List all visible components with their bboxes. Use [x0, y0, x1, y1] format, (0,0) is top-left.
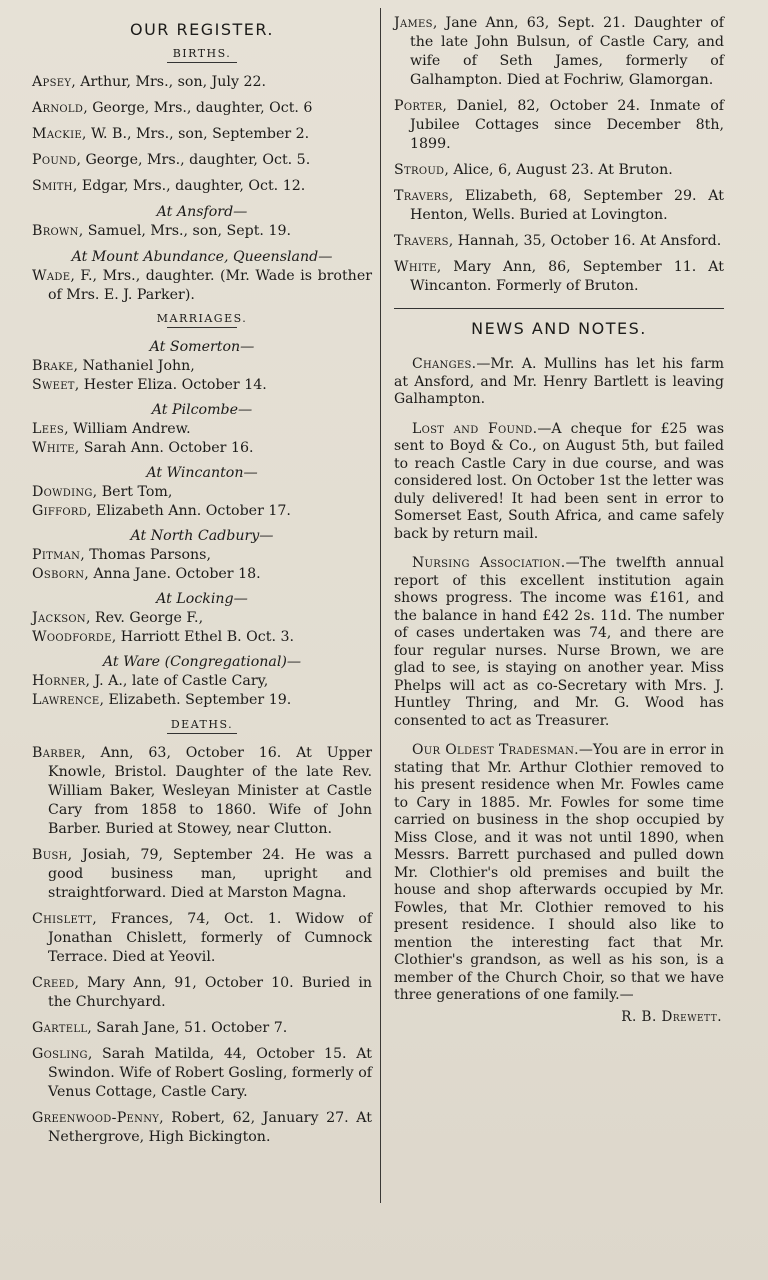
birth-entry: Mackie, W. B., Mrs., son, September 2. — [32, 126, 310, 142]
news-item-lost-and-found: Lost and Found.—A cheque for £25 was sent to Boyd & Co., on August 5th, but failed to reach Castle Cary in due course, and was considered lost. On October 1st the letter was duly delivered! It had been sent in error to Somerset East, South Africa, and came safely back by return mail. — [394, 420, 724, 542]
marriage-line: Pitman, Thomas Parsons, — [32, 547, 211, 563]
marriage-place: At Somerton— — [149, 339, 255, 355]
death-entry: Stroud, Alice, 6, August 23. At Bruton. — [394, 162, 673, 178]
death-entry: Gosling, Sarah Matilda, 44, October 15. At Swindon. Wife of Robert Gosling, formerly of Venus Cottage, Castle Cary. — [32, 1046, 372, 1100]
birth-place: At Mount Abundance, Queensland— — [71, 249, 333, 265]
death-entry: Travers, Hannah, 35, October 16. At Ansford. — [394, 233, 722, 249]
birth-entry: Wade, F., Mrs., daughter. (Mr. Wade is brother of Mrs. E. J. Parker). — [32, 268, 372, 303]
marriage-place: At Ware (Congregational)— — [102, 654, 302, 670]
death-entry: Travers, Elizabeth, 68, September 29. At Henton, Wells. Buried at Lovington. — [394, 188, 724, 223]
birth-entry: Brown, Samuel, Mrs., son, Sept. 19. — [32, 223, 292, 239]
register-title: OUR REGISTER. — [129, 20, 275, 39]
death-entry: Chislett, Frances, 74, Oct. 1. Widow of Jonathan Chislett, formerly of Cumnock Terrace. Died at Yeovil. — [32, 911, 372, 965]
birth-entry: Pound, George, Mrs., daughter, Oct. 5. — [32, 152, 311, 168]
marriage-line: Lawrence, Elizabeth. September 19. — [32, 692, 292, 708]
births-rule — [167, 62, 237, 63]
marriages-rule — [167, 327, 237, 328]
death-entry: Greenwood-Penny, Robert, 62, January 27. At Nethergrove, High Bickington. — [32, 1110, 372, 1145]
column-divider — [380, 8, 381, 1203]
news-item-changes: Changes.—Mr. A. Mullins has let his farm at Ansford, and Mr. Henry Bartlett is leaving Galhampton. — [394, 356, 724, 407]
section-divider — [394, 308, 724, 309]
death-entry: Barber, Ann, 63, October 16. At Upper Knowle, Bristol. Daughter of the late Rev. William Baker, Wesleyan Minister at Castle Cary from 1858 to 1860. Wife of John Barber. Buried at Stowey, near Clutton. — [32, 745, 372, 837]
marriage-line: Gifford, Elizabeth Ann. October 17. — [32, 503, 291, 519]
right-column — [394, 14, 724, 1025]
news-title: NEWS AND NOTES. — [471, 319, 647, 338]
death-entry: James, Jane Ann, 63, Sept. 21. Daughter of the late John Bulsun, of Castle Cary, and wife of Seth James, formerly of Galhampton. Died at Fochriw, Glamorgan. — [394, 15, 724, 88]
marriage-line: White, Sarah Ann. October 16. — [32, 440, 254, 456]
death-entry: Bush, Josiah, 79, September 24. He was a good business man, upright and straightforward. Died at Marston Magna. — [32, 847, 372, 901]
birth-entry: Arnold, George, Mrs., daughter, Oct. 6 — [32, 100, 313, 116]
news-item-oldest-tradesman: Our Oldest Tradesman.—You are in error in stating that Mr. Arthur Clothier removed to his present residence when Mr. Fowles came to Cary in 1885. Mr. Fowles for some time carried on business in the shop occupied by Miss Close, and it was not until 1890, when Messrs. Barrett purchased and pulled down Mr. Clothier's old premises and built the house and shop afterwards occupied by Mr. Fowles, that Mr. Clothier removed to his present residence. I should also like to mention the interesting fact that Mr. Clothier's grandson, as well as his son, is a member of the Church Choir, so that we have three generations of one family.— — [394, 742, 725, 1003]
deaths-heading: DEATHS. — [170, 718, 234, 731]
news-item-nursing-association: Nursing Association.—The twelfth annual report of this excellent institution again shows progress. The income was £161, and the balance in hand £42 2s. 11d. The number of cases undertaken was 74, and there are four regular nurses. Nurse Brown, we are glad to see, is staying on another year. Miss Phelps will act as co-Secretary with Mrs. J. Huntley Thring, and Mr. G. Wood has consented to act as Treasurer. — [394, 555, 724, 729]
left-column — [32, 14, 372, 1154]
marriage-line: Sweet, Hester Eliza. October 14. — [32, 377, 267, 393]
marriage-place: At Pilcombe— — [151, 402, 253, 418]
death-entry: Gartell, Sarah Jane, 51. October 7. — [32, 1020, 288, 1036]
birth-place: At Ansford— — [156, 204, 248, 220]
marriage-place: At Wincanton— — [146, 465, 258, 481]
marriage-line: Osborn, Anna Jane. October 18. — [32, 566, 261, 582]
marriage-line: Dowding, Bert Tom, — [32, 484, 173, 500]
marriage-line: Woodforde, Harriott Ethel B. Oct. 3. — [32, 629, 295, 645]
marriage-line: Horner, J. A., late of Castle Cary, — [32, 673, 269, 689]
death-entry: Creed, Mary Ann, 91, October 10. Buried in the Churchyard. — [32, 975, 372, 1010]
marriage-place: At North Cadbury— — [130, 528, 274, 544]
signature: R. B. Drewett. — [621, 1008, 722, 1025]
marriage-place: At Locking— — [156, 591, 248, 607]
marriage-line: Brake, Nathaniel John, — [32, 358, 195, 374]
marriage-line: Lees, William Andrew. — [32, 421, 191, 437]
deaths-rule — [167, 733, 237, 734]
death-entry: White, Mary Ann, 86, September 11. At Wincanton. Formerly of Bruton. — [394, 259, 724, 294]
births-heading: BIRTHS. — [172, 47, 232, 60]
marriages-heading: MARRIAGES. — [156, 312, 248, 325]
death-entry: Porter, Daniel, 82, October 24. Inmate of Jubilee Cottages since December 8th, 1899. — [394, 98, 724, 152]
birth-entry: Apsey, Arthur, Mrs., son, July 22. — [32, 74, 267, 90]
marriage-line: Jackson, Rev. George F., — [32, 610, 204, 626]
birth-entry: Smith, Edgar, Mrs., daughter, Oct. 12. — [32, 178, 306, 194]
